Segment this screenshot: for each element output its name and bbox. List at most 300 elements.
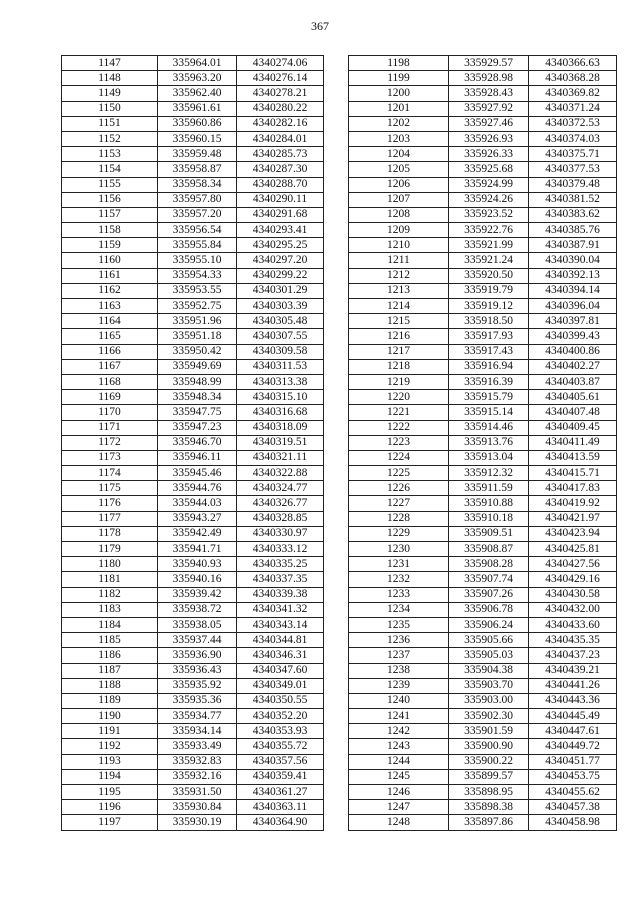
x-coordinate-cell: 335911.59 <box>449 481 529 496</box>
y-coordinate-cell: 4340278.21 <box>237 86 324 101</box>
y-coordinate-cell: 4340276.14 <box>237 71 324 86</box>
point-number-cell: 1188 <box>62 678 158 693</box>
x-coordinate-cell: 335904.38 <box>449 663 529 678</box>
y-coordinate-cell: 4340352.20 <box>237 709 324 724</box>
table-row <box>62 223 324 238</box>
table-row <box>62 405 324 420</box>
table-row <box>349 800 617 815</box>
point-number-cell: 1185 <box>62 633 158 648</box>
point-number-cell: 1180 <box>62 557 158 572</box>
table-row <box>62 724 324 739</box>
table-row <box>349 405 617 420</box>
y-coordinate-cell: 4340339.38 <box>237 587 324 602</box>
y-coordinate-cell: 4340349.01 <box>237 678 324 693</box>
table-row <box>62 602 324 617</box>
point-number-cell: 1211 <box>349 253 449 268</box>
y-coordinate-cell: 4340291.68 <box>237 207 324 222</box>
point-number-cell: 1220 <box>349 390 449 405</box>
x-coordinate-cell: 335930.19 <box>158 815 237 830</box>
point-number-cell: 1192 <box>62 739 158 754</box>
point-number-cell: 1172 <box>62 435 158 450</box>
y-coordinate-cell: 4340403.87 <box>529 374 617 389</box>
y-coordinate-cell: 4340415.71 <box>529 466 617 481</box>
point-number-cell: 1236 <box>349 633 449 648</box>
table-row <box>62 101 324 116</box>
point-number-cell: 1191 <box>62 724 158 739</box>
x-coordinate-cell: 335927.46 <box>449 116 529 131</box>
table-row <box>349 526 617 541</box>
point-number-cell: 1195 <box>62 785 158 800</box>
y-coordinate-cell: 4340287.30 <box>237 162 324 177</box>
table-row <box>62 800 324 815</box>
x-coordinate-cell: 335951.18 <box>158 329 237 344</box>
y-coordinate-cell: 4340284.01 <box>237 131 324 146</box>
x-coordinate-cell: 335909.51 <box>449 526 529 541</box>
y-coordinate-cell: 4340330.97 <box>237 526 324 541</box>
table-row <box>349 602 617 617</box>
x-coordinate-cell: 335928.98 <box>449 71 529 86</box>
table-row <box>62 542 324 557</box>
y-coordinate-cell: 4340449.72 <box>529 739 617 754</box>
table-row <box>349 557 617 572</box>
point-number-cell: 1170 <box>62 405 158 420</box>
y-coordinate-cell: 4340357.56 <box>237 754 324 769</box>
x-coordinate-cell: 335925.68 <box>449 162 529 177</box>
table-row <box>62 359 324 374</box>
y-coordinate-cell: 4340313.38 <box>237 374 324 389</box>
point-number-cell: 1149 <box>62 86 158 101</box>
x-coordinate-cell: 335962.40 <box>158 86 237 101</box>
y-coordinate-cell: 4340318.09 <box>237 420 324 435</box>
point-number-cell: 1161 <box>62 268 158 283</box>
table-row <box>349 344 617 359</box>
x-coordinate-cell: 335926.93 <box>449 131 529 146</box>
point-number-cell: 1196 <box>62 800 158 815</box>
x-coordinate-cell: 335961.61 <box>158 101 237 116</box>
table-row <box>62 633 324 648</box>
point-number-cell: 1235 <box>349 617 449 632</box>
x-coordinate-cell: 335919.12 <box>449 299 529 314</box>
y-coordinate-cell: 4340343.14 <box>237 617 324 632</box>
point-number-cell: 1154 <box>62 162 158 177</box>
y-coordinate-cell: 4340322.88 <box>237 466 324 481</box>
table-row <box>349 693 617 708</box>
y-coordinate-cell: 4340297.20 <box>237 253 324 268</box>
x-coordinate-cell: 335950.42 <box>158 344 237 359</box>
y-coordinate-cell: 4340316.68 <box>237 405 324 420</box>
point-number-cell: 1213 <box>349 283 449 298</box>
x-coordinate-cell: 335946.11 <box>158 450 237 465</box>
point-number-cell: 1228 <box>349 511 449 526</box>
point-number-cell: 1203 <box>349 131 449 146</box>
point-number-cell: 1152 <box>62 131 158 146</box>
y-coordinate-cell: 4340447.61 <box>529 724 617 739</box>
point-number-cell: 1182 <box>62 587 158 602</box>
table-row <box>349 633 617 648</box>
y-coordinate-cell: 4340315.10 <box>237 390 324 405</box>
table-row <box>62 572 324 587</box>
x-coordinate-cell: 335941.71 <box>158 542 237 557</box>
x-coordinate-cell: 335953.55 <box>158 283 237 298</box>
x-coordinate-cell: 335924.26 <box>449 192 529 207</box>
table-row <box>349 496 617 511</box>
table-row <box>62 283 324 298</box>
table-row <box>349 116 617 131</box>
x-coordinate-cell: 335948.99 <box>158 374 237 389</box>
table-row <box>62 450 324 465</box>
x-coordinate-cell: 335913.76 <box>449 435 529 450</box>
y-coordinate-cell: 4340397.81 <box>529 314 617 329</box>
y-coordinate-cell: 4340324.77 <box>237 481 324 496</box>
point-number-cell: 1159 <box>62 238 158 253</box>
table-row <box>349 238 617 253</box>
table-row <box>62 648 324 663</box>
point-number-cell: 1166 <box>62 344 158 359</box>
table-row <box>349 678 617 693</box>
x-coordinate-cell: 335900.22 <box>449 754 529 769</box>
table-row <box>62 466 324 481</box>
table-row <box>349 481 617 496</box>
x-coordinate-cell: 335959.48 <box>158 147 237 162</box>
x-coordinate-cell: 335930.84 <box>158 800 237 815</box>
x-coordinate-cell: 335915.79 <box>449 390 529 405</box>
y-coordinate-cell: 4340457.38 <box>529 800 617 815</box>
table-row <box>349 420 617 435</box>
x-coordinate-cell: 335933.49 <box>158 739 237 754</box>
table-row <box>62 739 324 754</box>
point-number-cell: 1232 <box>349 572 449 587</box>
x-coordinate-cell: 335942.49 <box>158 526 237 541</box>
table-row <box>62 481 324 496</box>
table-row <box>62 678 324 693</box>
x-coordinate-cell: 335897.86 <box>449 815 529 830</box>
x-coordinate-cell: 335936.90 <box>158 648 237 663</box>
x-coordinate-cell: 335932.83 <box>158 754 237 769</box>
table-row <box>62 56 324 71</box>
y-coordinate-cell: 4340305.48 <box>237 314 324 329</box>
y-coordinate-cell: 4340285.73 <box>237 147 324 162</box>
y-coordinate-cell: 4340363.11 <box>237 800 324 815</box>
x-coordinate-cell: 335901.59 <box>449 724 529 739</box>
table-row <box>349 253 617 268</box>
x-coordinate-cell: 335937.44 <box>158 633 237 648</box>
table-row <box>349 435 617 450</box>
table-row <box>62 420 324 435</box>
point-number-cell: 1187 <box>62 663 158 678</box>
point-number-cell: 1194 <box>62 769 158 784</box>
point-number-cell: 1219 <box>349 374 449 389</box>
y-coordinate-cell: 4340409.45 <box>529 420 617 435</box>
x-coordinate-cell: 335905.66 <box>449 633 529 648</box>
x-coordinate-cell: 335908.87 <box>449 542 529 557</box>
x-coordinate-cell: 335910.18 <box>449 511 529 526</box>
page-number: 367 <box>311 19 329 33</box>
x-coordinate-cell: 335922.76 <box>449 223 529 238</box>
point-number-cell: 1217 <box>349 344 449 359</box>
point-number-cell: 1231 <box>349 557 449 572</box>
point-number-cell: 1224 <box>349 450 449 465</box>
point-number-cell: 1171 <box>62 420 158 435</box>
y-coordinate-cell: 4340337.35 <box>237 572 324 587</box>
x-coordinate-cell: 335944.76 <box>158 481 237 496</box>
table-row <box>349 754 617 769</box>
table-row <box>349 466 617 481</box>
table-row <box>62 268 324 283</box>
x-coordinate-cell: 335900.90 <box>449 739 529 754</box>
table-row <box>349 815 617 830</box>
point-number-cell: 1209 <box>349 223 449 238</box>
x-coordinate-cell: 335958.87 <box>158 162 237 177</box>
point-number-cell: 1164 <box>62 314 158 329</box>
x-coordinate-cell: 335898.38 <box>449 800 529 815</box>
table-row <box>62 693 324 708</box>
point-number-cell: 1221 <box>349 405 449 420</box>
y-coordinate-cell: 4340433.60 <box>529 617 617 632</box>
point-number-cell: 1163 <box>62 299 158 314</box>
table-row <box>349 617 617 632</box>
x-coordinate-cell: 335935.36 <box>158 693 237 708</box>
y-coordinate-cell: 4340366.63 <box>529 56 617 71</box>
point-number-cell: 1227 <box>349 496 449 511</box>
table-row <box>62 253 324 268</box>
y-coordinate-cell: 4340290.11 <box>237 192 324 207</box>
point-number-cell: 1205 <box>349 162 449 177</box>
x-coordinate-cell: 335917.43 <box>449 344 529 359</box>
table-row <box>349 587 617 602</box>
y-coordinate-cell: 4340419.92 <box>529 496 617 511</box>
y-coordinate-cell: 4340385.76 <box>529 223 617 238</box>
table-row <box>62 116 324 131</box>
y-coordinate-cell: 4340381.52 <box>529 192 617 207</box>
y-coordinate-cell: 4340399.43 <box>529 329 617 344</box>
x-coordinate-cell: 335939.42 <box>158 587 237 602</box>
point-number-cell: 1197 <box>62 815 158 830</box>
point-number-cell: 1165 <box>62 329 158 344</box>
table-row <box>349 785 617 800</box>
x-coordinate-cell: 335903.00 <box>449 693 529 708</box>
y-coordinate-cell: 4340441.26 <box>529 678 617 693</box>
y-coordinate-cell: 4340359.41 <box>237 769 324 784</box>
point-number-cell: 1174 <box>62 466 158 481</box>
table-row <box>349 56 617 71</box>
x-coordinate-cell: 335955.84 <box>158 238 237 253</box>
table-row <box>62 496 324 511</box>
coordinates-table-left <box>61 55 324 831</box>
table-row <box>62 207 324 222</box>
x-coordinate-cell: 335910.88 <box>449 496 529 511</box>
point-number-cell: 1201 <box>349 101 449 116</box>
x-coordinate-cell: 335952.75 <box>158 299 237 314</box>
table-row <box>349 769 617 784</box>
x-coordinate-cell: 335957.20 <box>158 207 237 222</box>
point-number-cell: 1222 <box>349 420 449 435</box>
table-row <box>349 739 617 754</box>
point-number-cell: 1216 <box>349 329 449 344</box>
point-number-cell: 1189 <box>62 693 158 708</box>
y-coordinate-cell: 4340344.81 <box>237 633 324 648</box>
table-row <box>62 663 324 678</box>
x-coordinate-cell: 335906.24 <box>449 617 529 632</box>
table-row <box>349 283 617 298</box>
point-number-cell: 1169 <box>62 390 158 405</box>
table-row <box>349 86 617 101</box>
y-coordinate-cell: 4340445.49 <box>529 709 617 724</box>
x-coordinate-cell: 335956.54 <box>158 223 237 238</box>
table-row <box>62 374 324 389</box>
y-coordinate-cell: 4340417.83 <box>529 481 617 496</box>
point-number-cell: 1178 <box>62 526 158 541</box>
table-row <box>349 663 617 678</box>
x-coordinate-cell: 335927.92 <box>449 101 529 116</box>
y-coordinate-cell: 4340427.56 <box>529 557 617 572</box>
point-number-cell: 1181 <box>62 572 158 587</box>
table-row <box>349 223 617 238</box>
point-number-cell: 1247 <box>349 800 449 815</box>
x-coordinate-cell: 335918.50 <box>449 314 529 329</box>
y-coordinate-cell: 4340413.59 <box>529 450 617 465</box>
point-number-cell: 1239 <box>349 678 449 693</box>
point-number-cell: 1223 <box>349 435 449 450</box>
table-row <box>62 587 324 602</box>
table-row <box>349 390 617 405</box>
point-number-cell: 1245 <box>349 769 449 784</box>
table-row <box>62 511 324 526</box>
point-number-cell: 1230 <box>349 542 449 557</box>
point-number-cell: 1198 <box>349 56 449 71</box>
y-coordinate-cell: 4340435.35 <box>529 633 617 648</box>
table-row <box>62 344 324 359</box>
x-coordinate-cell: 335917.93 <box>449 329 529 344</box>
table-row <box>349 542 617 557</box>
x-coordinate-cell: 335951.96 <box>158 314 237 329</box>
point-number-cell: 1202 <box>349 116 449 131</box>
x-coordinate-cell: 335934.14 <box>158 724 237 739</box>
table-row <box>349 648 617 663</box>
y-coordinate-cell: 4340451.77 <box>529 754 617 769</box>
y-coordinate-cell: 4340405.61 <box>529 390 617 405</box>
table-row <box>62 299 324 314</box>
table-row <box>349 450 617 465</box>
x-coordinate-cell: 335916.39 <box>449 374 529 389</box>
y-coordinate-cell: 4340372.53 <box>529 116 617 131</box>
y-coordinate-cell: 4340309.58 <box>237 344 324 359</box>
point-number-cell: 1246 <box>349 785 449 800</box>
x-coordinate-cell: 335947.23 <box>158 420 237 435</box>
y-coordinate-cell: 4340341.32 <box>237 602 324 617</box>
x-coordinate-cell: 335964.01 <box>158 56 237 71</box>
point-number-cell: 1218 <box>349 359 449 374</box>
table-row <box>62 390 324 405</box>
y-coordinate-cell: 4340453.75 <box>529 769 617 784</box>
y-coordinate-cell: 4340303.39 <box>237 299 324 314</box>
point-number-cell: 1207 <box>349 192 449 207</box>
y-coordinate-cell: 4340321.11 <box>237 450 324 465</box>
x-coordinate-cell: 335934.77 <box>158 709 237 724</box>
y-coordinate-cell: 4340379.48 <box>529 177 617 192</box>
y-coordinate-cell: 4340392.13 <box>529 268 617 283</box>
x-coordinate-cell: 335906.78 <box>449 602 529 617</box>
y-coordinate-cell: 4340353.93 <box>237 724 324 739</box>
point-number-cell: 1225 <box>349 466 449 481</box>
table-row <box>349 162 617 177</box>
table-row <box>62 557 324 572</box>
y-coordinate-cell: 4340311.53 <box>237 359 324 374</box>
point-number-cell: 1155 <box>62 177 158 192</box>
point-number-cell: 1206 <box>349 177 449 192</box>
table-row <box>62 71 324 86</box>
point-number-cell: 1153 <box>62 147 158 162</box>
x-coordinate-cell: 335907.26 <box>449 587 529 602</box>
y-coordinate-cell: 4340307.55 <box>237 329 324 344</box>
y-coordinate-cell: 4340328.85 <box>237 511 324 526</box>
table-row <box>62 617 324 632</box>
x-coordinate-cell: 335924.99 <box>449 177 529 192</box>
table-row <box>62 177 324 192</box>
x-coordinate-cell: 335936.43 <box>158 663 237 678</box>
point-number-cell: 1244 <box>349 754 449 769</box>
table-row <box>349 709 617 724</box>
y-coordinate-cell: 4340350.55 <box>237 693 324 708</box>
point-number-cell: 1200 <box>349 86 449 101</box>
table-row <box>62 435 324 450</box>
x-coordinate-cell: 335943.27 <box>158 511 237 526</box>
x-coordinate-cell: 335919.79 <box>449 283 529 298</box>
x-coordinate-cell: 335938.72 <box>158 602 237 617</box>
table-row <box>349 374 617 389</box>
table-row <box>62 314 324 329</box>
table-row <box>62 754 324 769</box>
x-coordinate-cell: 335960.15 <box>158 131 237 146</box>
y-coordinate-cell: 4340301.29 <box>237 283 324 298</box>
point-number-cell: 1214 <box>349 299 449 314</box>
table-row <box>349 131 617 146</box>
y-coordinate-cell: 4340423.94 <box>529 526 617 541</box>
point-number-cell: 1179 <box>62 542 158 557</box>
x-coordinate-cell: 335938.05 <box>158 617 237 632</box>
y-coordinate-cell: 4340439.21 <box>529 663 617 678</box>
x-coordinate-cell: 335921.24 <box>449 253 529 268</box>
x-coordinate-cell: 335905.03 <box>449 648 529 663</box>
y-coordinate-cell: 4340326.77 <box>237 496 324 511</box>
point-number-cell: 1226 <box>349 481 449 496</box>
x-coordinate-cell: 335902.30 <box>449 709 529 724</box>
point-number-cell: 1215 <box>349 314 449 329</box>
point-number-cell: 1157 <box>62 207 158 222</box>
table-row <box>62 526 324 541</box>
point-number-cell: 1184 <box>62 617 158 632</box>
point-number-cell: 1175 <box>62 481 158 496</box>
coordinates-table-right <box>348 55 617 831</box>
point-number-cell: 1158 <box>62 223 158 238</box>
y-coordinate-cell: 4340458.98 <box>529 815 617 830</box>
y-coordinate-cell: 4340443.36 <box>529 693 617 708</box>
y-coordinate-cell: 4340361.27 <box>237 785 324 800</box>
x-coordinate-cell: 335955.10 <box>158 253 237 268</box>
y-coordinate-cell: 4340375.71 <box>529 147 617 162</box>
point-number-cell: 1160 <box>62 253 158 268</box>
x-coordinate-cell: 335931.50 <box>158 785 237 800</box>
y-coordinate-cell: 4340288.70 <box>237 177 324 192</box>
y-coordinate-cell: 4340371.24 <box>529 101 617 116</box>
table-row <box>349 572 617 587</box>
table-row <box>62 815 324 830</box>
y-coordinate-cell: 4340383.62 <box>529 207 617 222</box>
point-number-cell: 1162 <box>62 283 158 298</box>
point-number-cell: 1167 <box>62 359 158 374</box>
table-row <box>349 147 617 162</box>
x-coordinate-cell: 335908.28 <box>449 557 529 572</box>
y-coordinate-cell: 4340387.91 <box>529 238 617 253</box>
